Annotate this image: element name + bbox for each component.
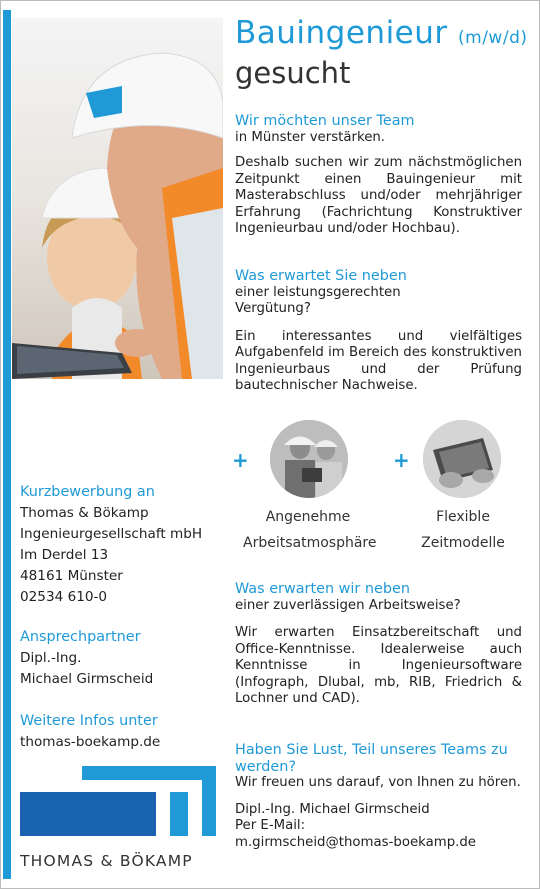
apply-block: [20, 482, 230, 608]
title-line1: Bauingenieur: [235, 15, 448, 51]
team-heading: Wir möchten unser Team: [235, 113, 415, 129]
plus-icon: +: [232, 448, 249, 472]
contact-heading: Ansprechpartner: [20, 629, 141, 645]
expect-heading: Was erwartet Sie neben: [235, 268, 407, 284]
contact-title: Dipl.-Ing.: [20, 650, 82, 666]
info-block: [20, 711, 230, 753]
company-name: Thomas & Bökamp: [20, 505, 149, 521]
benefit-caption-flexible: Flexible Zeitmodelle: [421, 509, 505, 551]
street: Im Derdel 13: [20, 547, 109, 563]
apply-heading: Kurzbewerbung an: [20, 484, 155, 500]
title-suffix: (m/w/d): [458, 28, 528, 48]
expect-body: Ein interessantes und vielfältiges Aufgabenfeld im Bereich des konstruktiven Ingenieurbaus und der Prüfung bautechnischer Nachweise.: [235, 328, 522, 393]
plus-icon: +: [393, 448, 410, 472]
benefit-photo-flexible: [423, 420, 501, 498]
benefit-photo-atmosphere: [270, 420, 348, 498]
website-link[interactable]: thomas-boekamp.de: [20, 734, 161, 750]
phone[interactable]: 02534 610-0: [20, 589, 108, 605]
logo-mark-icon: [20, 766, 220, 846]
join-contact-name: Dipl.-Ing. Michael Girmscheid: [235, 801, 430, 817]
we-expect-sub: einer zuverlässigen Arbeitsweise?: [235, 597, 461, 613]
expect-section: [235, 268, 522, 395]
hero-photo: [12, 18, 223, 379]
we-expect-body: Wir erwarten Einsatzbereitschaft und Office-Kenntnisse. Idealerweise auch Kenntnisse in Ingenieursoftware (Infograph, Dlubal, mb, RIB, Friedrich & Lochner und CAD).: [235, 625, 522, 706]
info-heading: Weitere Infos unter: [20, 713, 158, 729]
accent-bar: [3, 10, 11, 879]
join-heading: Haben Sie Lust, Teil unseres Teams zu werden?: [235, 742, 508, 775]
title-line2: gesucht: [235, 56, 351, 90]
team-section: [235, 113, 522, 238]
company-legal: Ingenieurgesellschaft mbH: [20, 526, 203, 542]
benefit-caption-atmosphere: Angenehme Arbeitsatmosphäre: [243, 509, 377, 551]
expect-sub2: Vergütung?: [235, 301, 311, 316]
join-sub: Wir freuen uns darauf, von Ihnen zu hören.: [235, 775, 521, 790]
contact-block: [20, 627, 230, 690]
company-logo: [20, 766, 220, 881]
logo-wordmark: THOMAS & BÖKAMP: [20, 852, 193, 870]
contact-name: Michael Girmscheid: [20, 671, 154, 687]
job-title: [235, 14, 535, 89]
we-expect-heading: Was erwarten wir neben: [235, 581, 411, 597]
join-section: [235, 742, 525, 851]
we-expect-section: [235, 581, 522, 708]
expect-sub1: einer leistungsgerechten: [235, 284, 401, 300]
join-email[interactable]: m.girmscheid@thomas-boekamp.de: [235, 834, 476, 850]
join-email-label: Per E-Mail:: [235, 818, 306, 833]
team-sub: in Münster verstärken.: [235, 129, 386, 145]
city: 48161 Münster: [20, 568, 123, 584]
team-body: Deshalb suchen wir zum nächstmöglichen Zeitpunkt einen Bauingenieur mit Masterabschluss und/oder mehrjähriger Erfahrung (Fachrichtung Konstruktiver Ingenieurbau und/oder Hochbau).: [235, 155, 522, 236]
